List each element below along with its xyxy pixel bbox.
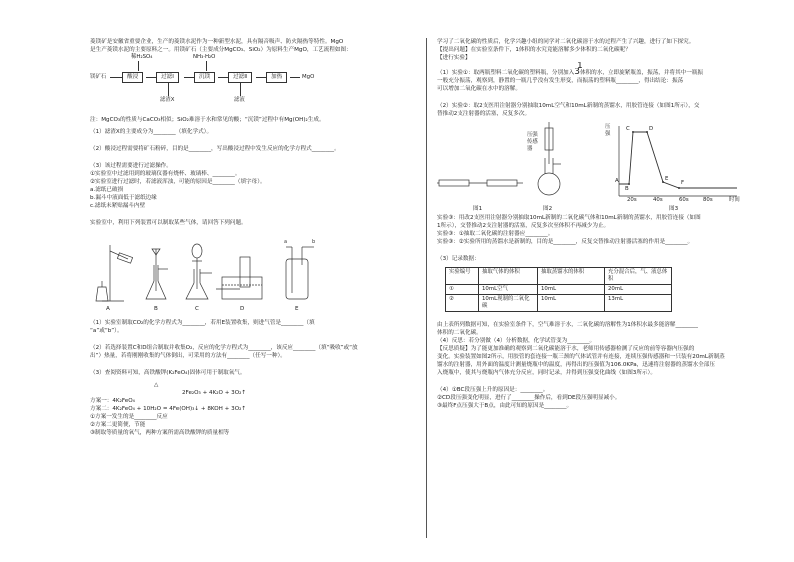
apparatus-label-c: C — [195, 306, 199, 312]
table-header-row — [446, 268, 672, 285]
equation-2: 方案二：4K₂FeO₄ + 10H₂O = 4Fe(OH)₃↓ + 8KOH + 3O₂↑ — [90, 406, 247, 412]
product-mgo: MgO — [302, 74, 315, 80]
lab-intro: 实验室中，利用下列装置可以制取某些气体，请回答下列问题。 — [90, 220, 247, 226]
option-a: a.滤纸已破损 — [90, 187, 124, 193]
equation-1-products: 2Fe₂O₃ + 4K₂O + 3O₂↑ — [182, 390, 247, 396]
experiment-1-line-1 — [437, 68, 777, 77]
apparatus-label-b: B — [154, 306, 158, 312]
lab-question-2: （2）若选择装置C和D组合制取并收集O₂，反应的化学方程式为________，该反应________（填“吸收”或“放 — [90, 345, 358, 351]
figures-drawing — [437, 118, 767, 204]
cell: 10mL空气 — [479, 285, 538, 295]
equation-option-1: ①方案一发生的是________反应 — [90, 414, 168, 420]
intro-line-2: 是生产菱镁水泥的主要原料之一。用镁矿石（主要成分MgCO₃、SiO₂）为原料生产MgO，工艺流程如图： — [90, 47, 352, 53]
tick-40s: 40s — [653, 197, 663, 203]
lab-question-1-cont: “a”或“b”）。 — [90, 328, 123, 334]
process-flowchart — [90, 54, 415, 116]
right-column — [437, 38, 777, 410]
apparatus-label-d: D — [240, 306, 245, 312]
reflection-line-3: 馏水的注射器，用外面的温度计测量烧瓶中的温度，再得出的压强值为106.0KPa，迅速将注射器的蒸馏水全部压 — [437, 362, 715, 368]
right-intro: 学习了二氧化碳的性质后，化学兴趣小组的同学对二氧化碳溶于水的过程产生了兴趣，进行了如下探究。 — [437, 39, 695, 45]
equation-1: 方案一：4K₂FeO₄ — [90, 398, 135, 404]
reflection-line-4: 入烧瓶中，使其与烧瓶内气体充分反应，同时记录，并得到压强变化曲线（如图3所示）。 — [437, 370, 656, 376]
experiment-3-line-1: 实验③：用改2支医用注射器分别抽取10mL新制的二氧化碳气体和10mL新制的蒸馏水，用胶管连接（如图 — [437, 215, 701, 221]
question-4b: ②CD段压强变化明显，进行了________操作后，看到DE段压强明显减小。 — [437, 395, 621, 401]
conclusion-line-1: 由上表所列数据可知，在实验室条件下，空气难溶于水，二氧化碳的溶解性为1体积水最多能溶解________ — [437, 322, 698, 328]
question-2: （2）酸浸过程需要将矿石粉碎，目的是________，写出酸浸过程中发生反应的化学方程式________。 — [90, 146, 340, 152]
cell: ② — [446, 295, 479, 312]
apparatus-label-a: A — [106, 306, 110, 312]
step-precipitate: 沉镁 — [194, 72, 215, 83]
tick-80s: 80s — [703, 197, 713, 203]
record-title: （3）记录数据： — [437, 256, 480, 262]
cell: 10mL — [538, 295, 605, 312]
lab-question-1: （1）实验室制取CO₂的化学方程式为________，若用E装置收集，则进气管是________（填 — [90, 320, 315, 326]
question-3: （3）该过程需要进行过滤操作。 — [90, 163, 172, 169]
intro-line-1: 菱镁矿是安徽省重要企业，生产的菱镁水泥作为一种新型水泥，具有隔音吸声、防火隔热等特性。MgO — [90, 39, 344, 45]
tick-60s: 60s — [679, 197, 689, 203]
lab-apparatus — [90, 227, 415, 319]
col-header-water: 抽取蒸馏水的体积 — [538, 268, 605, 285]
time-axis-label: 时间 — [729, 197, 740, 203]
question-4c: ③最终F点压强大于B点，由此可知的原因是________。 — [437, 403, 573, 409]
experiment-1-line-3: 可以增加二氧化碳在水中的溶解。 — [437, 86, 521, 92]
experiment-3-line-3: 实验③：①抽取二氧化碳的注射器应________。 — [437, 231, 554, 237]
svg-text:a: a — [284, 239, 288, 245]
experiment-2-line-2: 替推动2支注射器的活塞，反复多次。 — [437, 111, 531, 117]
experiment-2-line-1: （2）实验②：取2支医用注射器分别抽取10mL空气和10mL新制的蒸馏水，用胶管连接（如图1所示），交 — [437, 103, 700, 109]
point-c: C — [626, 126, 630, 132]
reflection-line-2: 变化。实验装置如图2所示，用胶管的套连接一瓶三颈的气体试管并有连接，连续压强传感器和一只装有20mL新制蒸 — [437, 354, 725, 360]
question-3b: ②实验室进行过滤时，若滤液浑浊，可能的原因是________（填字母）。 — [90, 179, 266, 185]
experiment-3-line-2: 1所示），交替推动2支注射器的活塞，反复多次至体积不再减少为止。 — [437, 223, 610, 229]
col-header-gas: 抽取气体的体积 — [479, 268, 538, 285]
figure-1-label: 图1 — [473, 206, 483, 212]
cell: 20mL — [605, 285, 672, 295]
table-row — [446, 285, 672, 295]
lab-question-2-cont: 出”）热量，若将刚刚收集的气体倒出，可采用的方法有________（任写一种）。 — [90, 353, 286, 359]
step-heat: 加热 — [266, 72, 287, 83]
experiment-3-line-4: 实验③：②实验所用的蒸馏水是新制的，目的是________，反复交替推动注射器活塞的作用是________。 — [437, 239, 694, 245]
left-column — [90, 38, 415, 437]
heat-condition: △ — [154, 382, 159, 388]
experiment-1-tail: 体积的水，立即旋紧瓶盖，振荡，并将其中一瓶振 — [579, 70, 704, 76]
option-b: b.漏斗中液面低于滤纸边缘 — [90, 195, 157, 201]
question-4: （4）①BC段压强上升的原因是：________。 — [437, 387, 549, 393]
col-header-total: 充分混合后，气、液总体积 — [605, 268, 672, 285]
question-3a: ①实验室中过滤用到的玻璃仪器有烧杯、玻璃棒、________。 — [90, 171, 241, 177]
equation-option-3: ③制取等质量的氧气，两种方案所需高铁酸钾的质量相等 — [90, 430, 230, 436]
reagent-ammonia: NH₃·H₂O — [193, 54, 216, 60]
data-table — [445, 267, 672, 312]
experiment-1-text: （1）实验①：取两瓶塑料二氧化碳的塑料瓶，分别加入 — [437, 70, 575, 76]
apparatus-drawing — [90, 229, 330, 309]
question-1: （1）滤渣X的主要成分为________（填化学式）。 — [90, 129, 213, 135]
note: 注：MgCO₃的性质与CaCO₃相似；SiO₂难溶于水和常见的酸；“沉镁”过程中有Mg(OH)₂生成。 — [90, 117, 325, 123]
experiment-title: 【进行实验】 — [437, 55, 471, 61]
step-filter-2: 过滤Ⅱ — [228, 72, 252, 83]
step-filter-1: 过滤Ⅰ — [156, 72, 179, 83]
experiment-1-line-2: 一般充分振荡，观察到，静置的一瓶几乎没有发生形变，而振荡的塑料瓶________，得出结论：振荡 — [437, 78, 684, 84]
waste-residue-x: 滤渣X — [160, 97, 175, 103]
cell: 10mL — [538, 285, 605, 295]
reflection-line-1: 【反思质疑】为了能更加准确的观察到二氧化碳能溶于水，老师用传感器检测了反应的前等容器内压强的 — [437, 346, 695, 352]
fraction-denominator: 3 — [574, 68, 580, 77]
point-f: F — [681, 180, 685, 186]
column-divider — [426, 38, 427, 538]
point-e: E — [665, 176, 669, 182]
raw-material: 镁矿石 — [90, 74, 107, 80]
point-b: B — [625, 186, 629, 192]
research-question: 【提出问题】在实验室条件下，1体积的水究竟能溶解多少体积的二氧化碳呢？ — [437, 47, 631, 53]
reagent-acid: 稀H₂SO₄ — [131, 54, 153, 60]
svg-text:b: b — [312, 239, 316, 245]
figures-row — [437, 118, 777, 214]
figure-2-label: 图2 — [543, 206, 553, 212]
col-header-id: 实验编号 — [446, 268, 479, 285]
point-a: A — [615, 178, 619, 184]
tick-20s: 20s — [627, 197, 637, 203]
cell: ① — [446, 285, 479, 295]
table-row — [446, 295, 672, 312]
fraction-numerator: 1 — [577, 62, 583, 68]
cell: 10mL现制的二氧化碳 — [479, 295, 538, 312]
option-c: c.滤纸未紧贴漏斗内壁 — [90, 203, 146, 209]
apparatus-label-e: E — [295, 306, 299, 312]
pressure-axis-label: 压强 — [605, 124, 611, 137]
point-d: D — [649, 126, 654, 132]
figure-3-label: 图3 — [669, 206, 679, 212]
conclusion-line-2: 体积的二氧化碳。 — [437, 330, 482, 336]
sensor-label: 压强传感器 — [527, 132, 538, 152]
conclusion-line-3: （4）反思：若分别做（4）分析数据，化学试管变为________。 — [437, 338, 596, 344]
equation-option-2: ②方案二更简便，节能 — [90, 422, 146, 428]
lab-question-3: （3）查阅资料可知，高铁酸钾(K₂FeO₄)固体可用于制取氧气。 — [90, 370, 246, 376]
cell: 13mL — [605, 295, 672, 312]
waste-filtrate: 滤液 — [234, 97, 245, 103]
step-acid-leach: 酸浸 — [122, 72, 143, 83]
